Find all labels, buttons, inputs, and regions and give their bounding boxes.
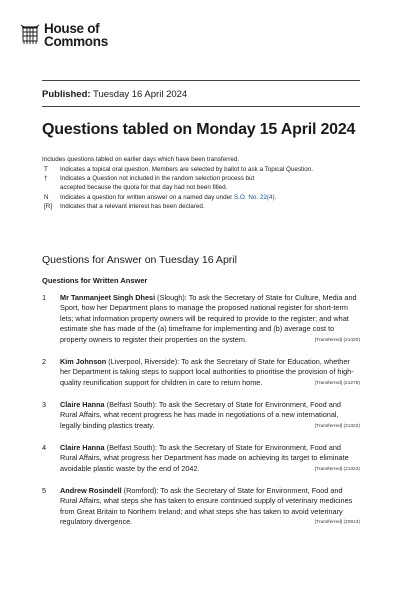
legend-text-body: Indicates a question for written answer on a named day under — [60, 193, 234, 201]
question-text: To ask the Secretary of State for Environment, Food and Rural Affairs, what recent progress he has made in negotiations of a new international, legally binding plastics treaty. — [60, 399, 341, 430]
question-item — [42, 443, 360, 475]
question-constituency: (Belfast South): — [104, 399, 159, 409]
page-title: Questions tabled on Monday 15 April 2024 — [42, 121, 356, 138]
question-item — [42, 400, 360, 432]
section-heading: Questions for Answer on Tuesday 16 April — [42, 254, 237, 266]
legend-symbol: † — [44, 175, 48, 183]
published-line — [42, 89, 187, 100]
standing-order-link[interactable]: S.O. No. 22(4) — [233, 193, 275, 201]
divider-bottom — [42, 106, 360, 107]
house-of-commons-logo — [20, 22, 108, 48]
question-body — [60, 357, 360, 389]
question-constituency: (Romford): — [121, 485, 161, 495]
question-number: 1 — [42, 293, 47, 302]
legend-symbol: T — [44, 166, 48, 173]
question-number: 2 — [42, 356, 47, 366]
legend-text-after: . — [274, 193, 277, 201]
legend-text: Indicates a Question not included in the random selection process but accepted because the quota for that day had not been filled. — [60, 175, 255, 192]
logo-wordmark — [44, 22, 108, 48]
question-reference: [Transferred] (21322) — [314, 423, 360, 429]
question-number: 4 — [42, 442, 47, 452]
legend-text: Indicates a topical oral question. Members are selected by ballot to ask a Topical Question. — [60, 166, 313, 173]
question-member: Andrew Rosindell — [60, 485, 122, 495]
question-item — [42, 293, 360, 346]
question-text: To ask the Secretary of State for Culture, Media and Sport, how her Department plans to manage the proposed national register for short-term lets; what information property owners will be required to provide to the register; and what estimate she has made of the (a) timeframe for implementing and (b) average cost to property owners to register their properties on the system. — [60, 293, 357, 344]
question-constituency: (Belfast South): — [104, 442, 159, 452]
question-constituency: (Liverpool, Riverside): — [106, 356, 182, 366]
sub-heading: Questions for Written Answer — [42, 276, 148, 285]
legend-row — [42, 165, 350, 174]
question-reference: [Transferred] (21278) — [314, 380, 360, 386]
question-member: Claire Hanna — [60, 442, 105, 452]
question-item — [42, 357, 360, 389]
published-label: Published: — [42, 89, 91, 100]
legend-row — [42, 193, 350, 202]
question-body — [60, 293, 360, 346]
legend-symbol: [R] — [44, 202, 53, 210]
question-body — [60, 400, 360, 432]
divider-top — [42, 80, 360, 81]
logo-line-1: House of — [44, 21, 100, 36]
question-text: To ask the Secretary of State for Education, whether her Department is taking steps to support local authorities to prioritise the provision of high-quality reunification support for children in care to return home. — [60, 356, 354, 387]
intro-text: Includes questions tabled on earlier days which have been transferred. — [42, 156, 240, 163]
question-body — [60, 443, 360, 475]
question-text: To ask the Secretary of State for Environment, Food and Rural Affairs, what progress her Department has made on achieving its target to eliminate avoidable plastic waste by the end of 2042. — [60, 442, 349, 473]
logo-line-2: Commons — [44, 34, 108, 49]
published-date: Tuesday 16 April 2024 — [93, 89, 188, 100]
question-item — [42, 486, 360, 529]
question-text: To ask the Secretary of State for Environment, Food and Rural Affairs, what steps she has taken to ensure continued supply of veterinary medicines from Great Britain to Northern Ireland; and what steps she has taken to avoid veterinary regulatory divergence. — [60, 485, 353, 527]
symbol-legend — [42, 165, 350, 211]
question-number: 5 — [42, 485, 47, 495]
legend-symbol: N — [44, 193, 49, 201]
portcullis-icon — [20, 23, 40, 45]
question-reference: [Transferred] (21420) — [314, 337, 360, 343]
question-member: Claire Hanna — [60, 399, 105, 409]
question-constituency: (Slough): — [155, 293, 189, 302]
legend-text: Indicates that a relevant interest has been declared. — [60, 202, 205, 210]
legend-row — [42, 202, 350, 211]
question-body — [60, 486, 360, 529]
question-member: Mr Tanmanjeet Singh Dhesi — [60, 293, 156, 302]
question-number: 3 — [42, 399, 47, 409]
legend-row — [42, 174, 350, 192]
questions-list — [42, 293, 360, 539]
question-reference: [Transferred] (21323) — [314, 466, 360, 472]
question-reference: [Transferred] (20913) — [314, 520, 360, 526]
question-member: Kim Johnson — [60, 356, 107, 366]
legend-text — [60, 193, 350, 202]
